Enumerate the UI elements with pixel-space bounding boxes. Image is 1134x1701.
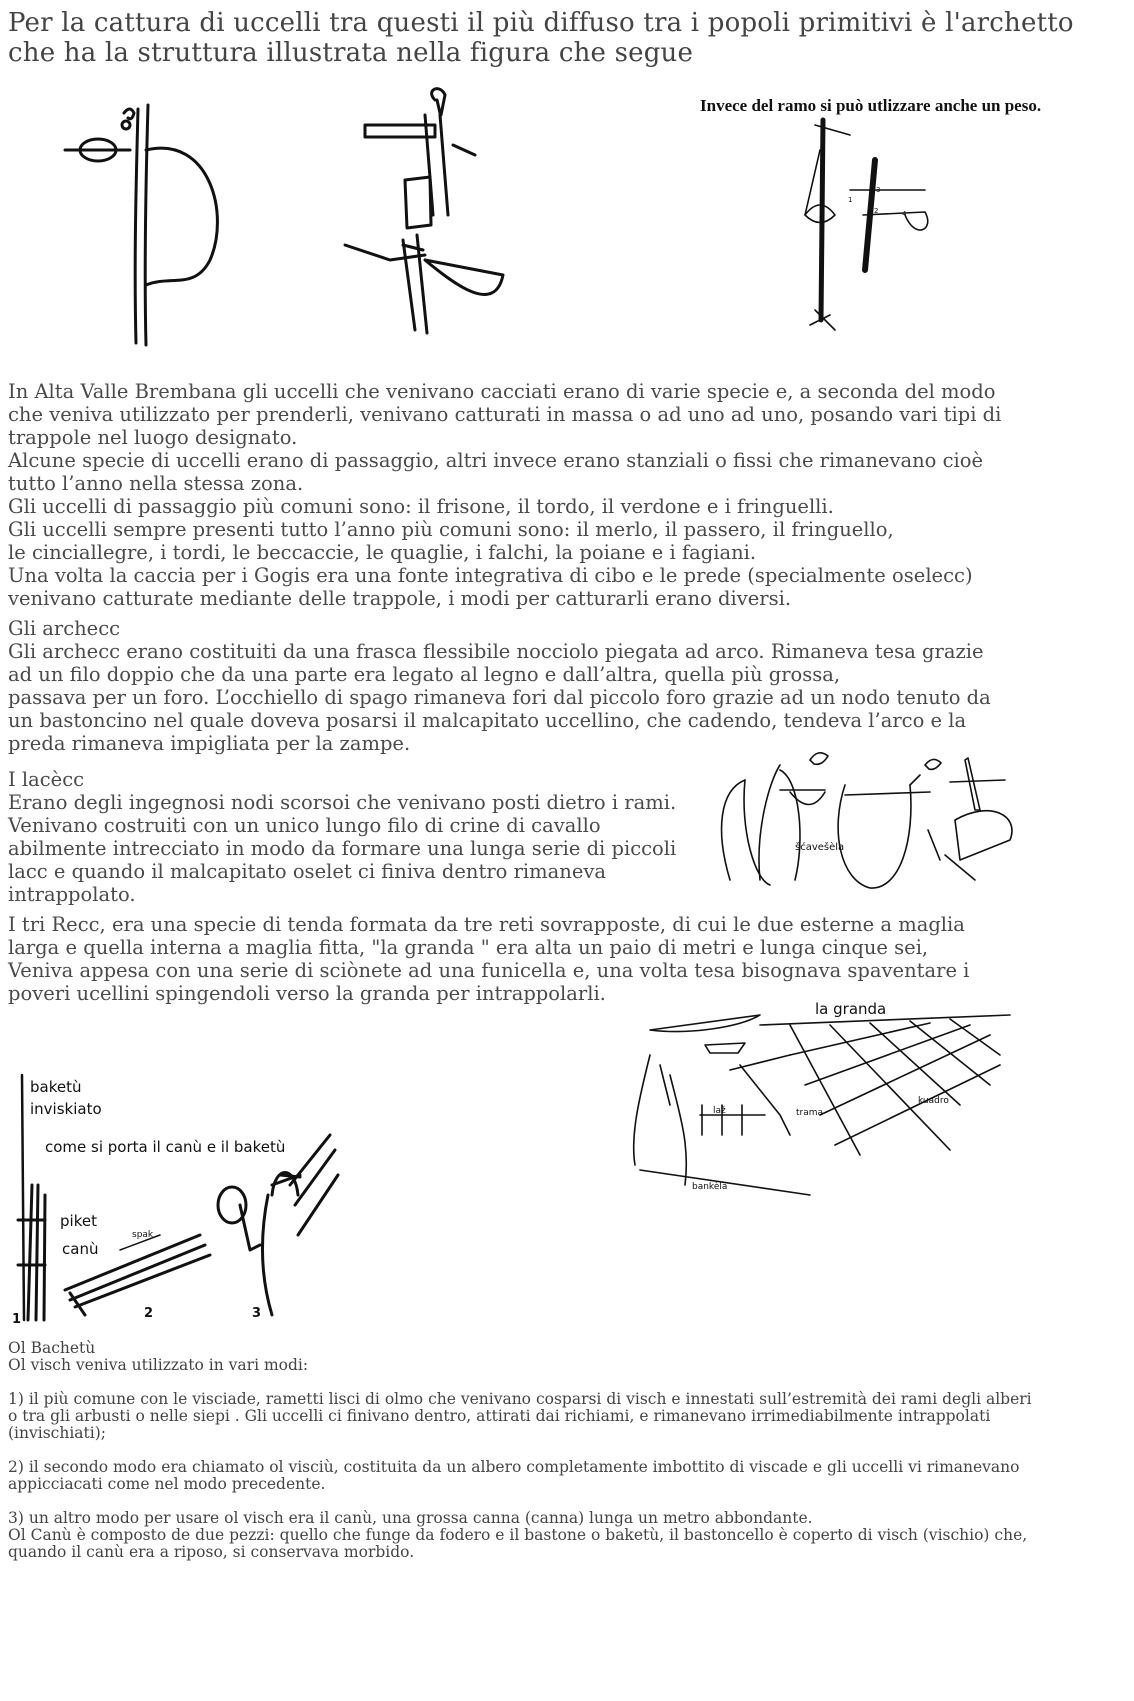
bachetu-title: Ol Bachetù (8, 1339, 96, 1357)
net-sketch (630, 995, 1020, 1200)
lacecc-paragraph: Erano degli ingegnosi nodi scorsoi che venivano posti dietro i rami. Venivano costruiti con un unico lungo filo di crine di cavallo abilmente intrecciato in modo da formare una lunga serie di piccoli lacc e quando il malcapitato oselet ci finiva dentro rimaneva intrappolato. (8, 791, 677, 906)
laz-label: laž (713, 1106, 726, 1116)
spak-label: spak (132, 1230, 154, 1240)
bachetu-text: Ol visch veniva utilizzato in vari modi: 1) il più comune con le visciade, rametti lisci di olmo che venivano cosparsi di visch e innestati sull’estremità dei rami degli alberi o tra gli arbusti o nelle siepi . Gli uccelli ci finivano dentro, attirati dai richiami, e rimanevano irrimediabilmente intrappolati (invischiati); 2) il secondo modo era chiamato ol visciù, costituita da un albero completamente imbottito di viscade e gli uccelli vi rimanevano appicciacati come nel modo precedente. 3) un altro modo per usare ol visch era il canù, una grossa canna (canna) lunga un metro abbondante. Ol Canù è composto de due pezzi: quello che funge da fodero e il bastone o baketù, il bastoncello è coperto di visch (vischio) che, quando il canù era a riposo, si conservava morbido. (8, 1356, 1032, 1561)
figure-number-3: 3 (252, 1306, 262, 1321)
lacecc-title: I lacècc (8, 768, 85, 791)
piket-label: piket (60, 1212, 97, 1230)
weight-trap-label-3: 3 (876, 186, 881, 194)
trama-label: trama (796, 1108, 824, 1118)
come-si-porta-label: come si porta il canù e il baketù (45, 1138, 286, 1156)
figure-number-1: 1 (12, 1312, 22, 1327)
weight-trap-label-1: 1 (848, 196, 853, 204)
baketu-inviskiato-label: baketù inviskiato (30, 1078, 102, 1118)
weight-trap-label-4: 4 (902, 210, 907, 218)
archecc-title: Gli archecc (8, 617, 121, 640)
trirecc-paragraph: I tri Recc, era una specie di tenda formata da tre reti sovrapposte, di cui le due esterne a maglia larga e quella interna a maglia fitta, "la granda " era alta un paio di metri e lunga cinque sei, Veniva appesa con una serie di sciònete ad una funicella e, una volta tesa bisognava spaventare i poveri ucellini spingendoli verso la granda per intrappolarli. (8, 913, 970, 1005)
weight-caption: Invece del ramo si può utlizzare anche un peso. (700, 96, 1042, 115)
canu-label: canù (62, 1240, 99, 1258)
kuadro-label: kuadro (918, 1096, 949, 1106)
scaveshela-label: šćavešèla (795, 842, 845, 853)
bankela-label: bankèla (692, 1182, 728, 1192)
archetto-detail-sketch (345, 85, 515, 345)
weight-trap-label-2: 2 (874, 207, 879, 215)
figure-number-2: 2 (144, 1306, 154, 1321)
snares-sketch (700, 740, 1100, 900)
weight-trap-sketch (775, 120, 975, 340)
archetto-sketch (60, 95, 240, 355)
la-granda-label: la granda (815, 1000, 887, 1018)
intro-text: Per la cattura di uccelli tra questi il più diffuso tra i popoli primitivi è l'archetto che ha la struttura illustrata nella figura che segue (8, 8, 1074, 68)
archecc-paragraph: Gli archecc erano costituiti da una frasca flessibile nocciolo piegata ad arco. Rimaneva tesa grazie ad un filo doppio che da una parte era legato al legno e dall’altra, quella più grossa, passava per un foro. L’occhiello di spago rimaneva fori dal piccolo foro grazie ad un nodo tenuto da un bastoncino nel quale doveva posarsi il malcapitato uccellino, che cadendo, tendeva l’arco e la preda rimaneva impigliata per la zampe. (8, 640, 991, 755)
species-paragraph: In Alta Valle Brembana gli uccelli che venivano cacciati erano di varie specie e, a seconda del modo che veniva utilizzato per prenderli, venivano catturati in massa o ad uno ad uno, posando vari tipi di trappole nel luogo designato. Alcune specie di uccelli erano di passaggio, altri invece erano stanziali o fissi che rimanevano cioè tutto l’anno nella stessa zona. Gli uccelli di passaggio più comuni sono: il frisone, il tordo, il verdone e i fringuelli. Gli uccelli sempre presenti tutto l’anno più comuni sono: il merlo, il passero, il fringuello, le cinciallegre, i tordi, le beccaccie, le quaglie, i falchi, la poiane e i fagiani. Una volta la caccia per i Gogis era una fonte integrativa di cibo e le prede (specialmente oselecc) venivano catturate mediante delle trappole, i modi per catturarli erano diversi. (8, 380, 1002, 610)
